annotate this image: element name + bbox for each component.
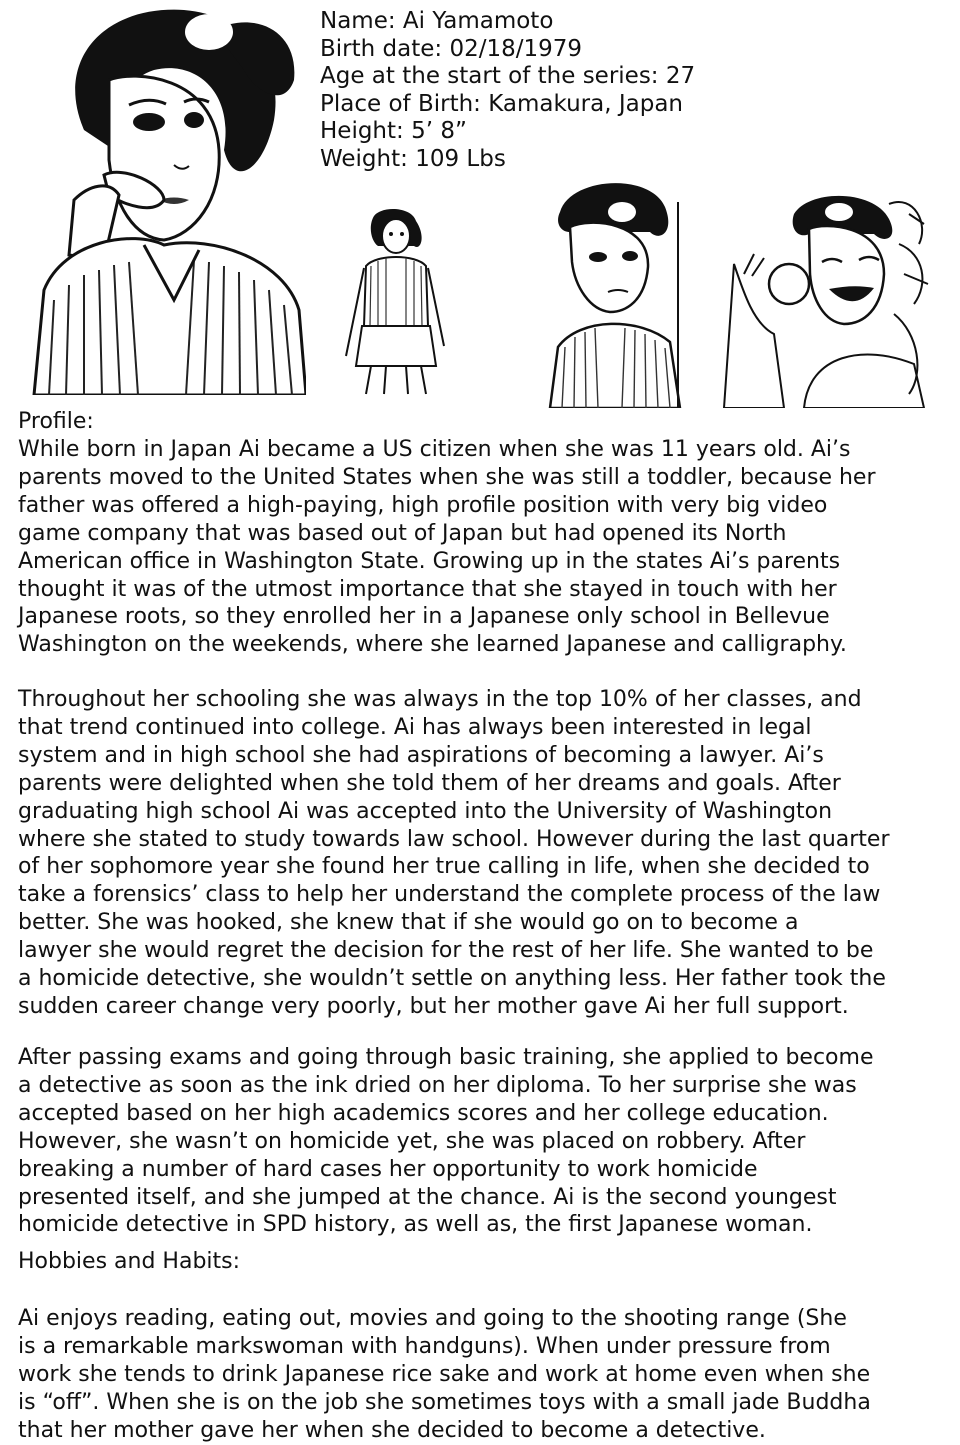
bust-sketch: [530, 172, 682, 408]
text-line: Ai enjoys reading, eating out, movies and going to the shooting range (She: [18, 1306, 847, 1331]
text-line: thought it was of the utmost importance that she stayed in touch with her: [18, 576, 837, 602]
text-line: where she stated to study towards law school. However during the last quarter: [18, 826, 890, 852]
birth-date-field: Birth date: 02/18/1979: [320, 35, 583, 62]
text-line: that her mother gave her when she decided to become a detective.: [18, 1417, 766, 1443]
name-field: Name: Ai Yamamoto: [320, 8, 554, 34]
text-line: Throughout her schooling she was always in the top 10% of her classes, and: [18, 687, 862, 712]
text-line: a homicide detective, she wouldn’t settle on anything less. Her father took the: [18, 966, 886, 992]
profile-paragraph-3: [18, 1044, 874, 1239]
text-line: is a remarkable markswoman with handguns). When under pressure from: [18, 1333, 831, 1359]
portrait-illustration: [14, 0, 306, 395]
text-line: that trend continued into college. Ai has always been interested in legal: [18, 714, 812, 740]
text-line: While born in Japan Ai became a US citizen when she was 11 years old. Ai’s: [18, 437, 851, 462]
age-field: Age at the start of the series: 27: [320, 63, 696, 90]
text-line: system and in high school she had aspirations of becoming a lawyer. Ai’s: [18, 742, 824, 768]
text-line: game company that was based out of Japan but had opened its North: [18, 520, 787, 546]
text-line: parents moved to the United States when she was still a toddler, because her: [18, 464, 876, 490]
text-line: graduating high school Ai was accepted into the University of Washington: [18, 798, 833, 824]
text-line: a detective as soon as the ink dried on her diploma. To her surprise she was: [18, 1072, 857, 1098]
text-line: accepted based on her high academics scores and her college education.: [18, 1100, 829, 1126]
text-line: take a forensics’ class to help her understand the complete process of the law: [18, 882, 881, 908]
weight-field: Weight: 109 Lbs: [320, 145, 506, 172]
text-line: Washington on the weekends, where she learned Japanese and calligraphy.: [18, 632, 847, 658]
text-line: presented itself, and she jumped at the chance. Ai is the second youngest: [18, 1184, 837, 1210]
text-line: of her sophomore year she found her true calling in life, when she decided to: [18, 854, 870, 880]
text-line: lawyer she would regret the decision for the rest of her life. She wanted to be: [18, 938, 874, 964]
text-line: work she tends to drink Japanese rice sake and work at home even when she: [18, 1361, 871, 1387]
text-line: sudden career change very poorly, but her mother gave Ai her full support.: [18, 993, 849, 1019]
profile-paragraph-1: [18, 436, 876, 659]
text-line: American office in Washington State. Growing up in the states Ai’s parents: [18, 548, 841, 574]
laughing-sketch: [714, 184, 932, 408]
profile-heading: Profile:: [18, 409, 94, 434]
character-info: [320, 8, 695, 174]
hobbies-heading: Hobbies and Habits:: [18, 1249, 241, 1274]
profile-paragraph-2: [18, 686, 890, 1021]
text-line: is “off”. When she is on the job she sometimes toys with a small jade Buddha: [18, 1389, 871, 1415]
full-body-sketch: [326, 206, 460, 396]
height-field: Height: 5’ 8”: [320, 118, 467, 145]
text-line: Japanese roots, so they enrolled her in a Japanese only school in Bellevue: [18, 604, 830, 630]
text-line: better. She was hooked, she knew that if she would go on to become a: [18, 910, 799, 936]
place-of-birth-field: Place of Birth: Kamakura, Japan: [320, 90, 684, 117]
text-line: After passing exams and going through basic training, she applied to become: [18, 1045, 874, 1070]
text-line: homicide detective in SPD history, as well as, the first Japanese woman.: [18, 1212, 813, 1238]
text-line: father was offered a high-paying, high profile position with very big video: [18, 492, 828, 518]
text-line: parents were delighted when she told them of her dreams and goals. After: [18, 770, 841, 796]
hobbies-paragraph: [18, 1305, 871, 1445]
text-line: However, she wasn’t on homicide yet, she was placed on robbery. After: [18, 1128, 806, 1154]
text-line: breaking a number of hard cases her opportunity to work homicide: [18, 1156, 758, 1182]
